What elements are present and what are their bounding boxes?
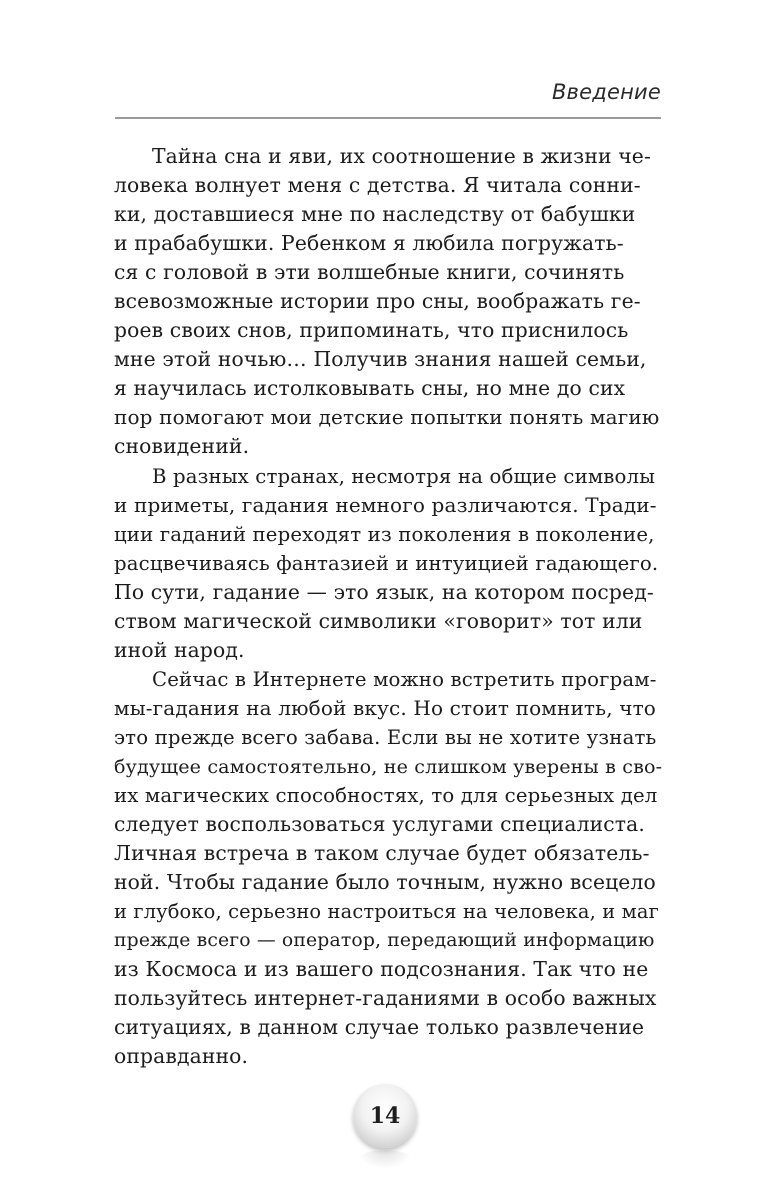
paragraph-3-line: Сейчас в Интернете можно встретить програм- <box>152 667 657 691</box>
header-rule <box>115 117 661 119</box>
paragraph-3-line: следует воспользоваться услугами специалиста. <box>114 812 645 837</box>
paragraph-1-line: сновидений. <box>114 434 250 459</box>
page-number: 14 <box>369 1103 401 1129</box>
paragraph-1-line: ки, доставшиеся мне по наследству от бабушки <box>114 202 636 227</box>
paragraph-1-line: и прабабушки. Ребенком я любила погружать- <box>114 231 624 256</box>
paragraph-2-line: ством магической символики «говорит» тот или <box>114 608 643 633</box>
paragraph-3-line: ситуациях, в данном случае только развлечение <box>114 1015 645 1040</box>
paragraph-2-line: иной народ. <box>114 637 245 662</box>
paragraph-1-line: пор помогают мои детские попытки понять магию <box>114 405 660 430</box>
paragraph-1-line: всевозможные истории про сны, воображать ге- <box>114 289 641 314</box>
paragraph-3-line: будущее самостоятельно, не слишком уверены в сво- <box>114 754 662 778</box>
running-title: Введение <box>551 80 661 104</box>
page-number-circle <box>353 1084 417 1148</box>
paragraph-3-line: из Космоса и из вашего подсознания. Так что не <box>114 957 649 982</box>
page-number-badge <box>353 1084 421 1152</box>
paragraph-2-line: и приметы, гадания немного различаются. Тради- <box>114 492 657 517</box>
paragraph-2-line: В разных странах, несмотря на общие символы <box>152 464 656 488</box>
paragraph-3-line: и глубоко, серьезно настроиться на человека, и маг <box>114 900 659 924</box>
paragraph-1-line: Тайна сна и яви, их соотношение в жизни че- <box>152 144 651 168</box>
paragraph-3-line: мы-гадания на любой вкус. Но стоит помнить, что <box>114 695 656 720</box>
paragraph-1-line: ловека волнует меня с детства. Я читала сонни- <box>114 173 641 198</box>
paragraph-3-line: их магических способностях, то для серьезных дел <box>114 784 658 808</box>
paragraph-1-line: мне этой ночью… Получив знания нашей семьи, <box>114 347 647 372</box>
paragraph-2-line: расцвечиваясь фантазией и интуицией гадающего. <box>114 551 659 575</box>
body-text <box>114 142 662 1072</box>
paragraph-1-line: я научилась истолковывать сны, но мне до сих <box>114 376 626 401</box>
paragraph-1-line: роев своих снов, припоминать, что приснилось <box>114 318 629 343</box>
paragraph-3-line: пользуйтесь интернет-гаданиями в особо важных <box>114 986 657 1011</box>
paragraph-3-line: Личная встреча в таком случае будет обязатель- <box>114 841 650 866</box>
paragraph-2-line: ции гаданий переходят из поколения в поколение, <box>114 522 655 546</box>
page-number-reflection <box>359 1150 411 1168</box>
paragraph-2-line: По сути, гадание — это язык, на котором посред- <box>114 579 654 604</box>
paragraph-1-line: ся с головой в эти волшебные книги, сочинять <box>114 260 625 285</box>
paragraph-3-line: оправданно. <box>114 1044 249 1069</box>
paragraph-3-line: прежде всего — оператор, передающий информацию <box>114 930 655 952</box>
paragraph-3-line: ной. Чтобы гадание было точным, нужно всецело <box>114 870 656 895</box>
paragraph-3-line: это прежде всего забава. Если вы не хотите узнать <box>114 725 657 749</box>
